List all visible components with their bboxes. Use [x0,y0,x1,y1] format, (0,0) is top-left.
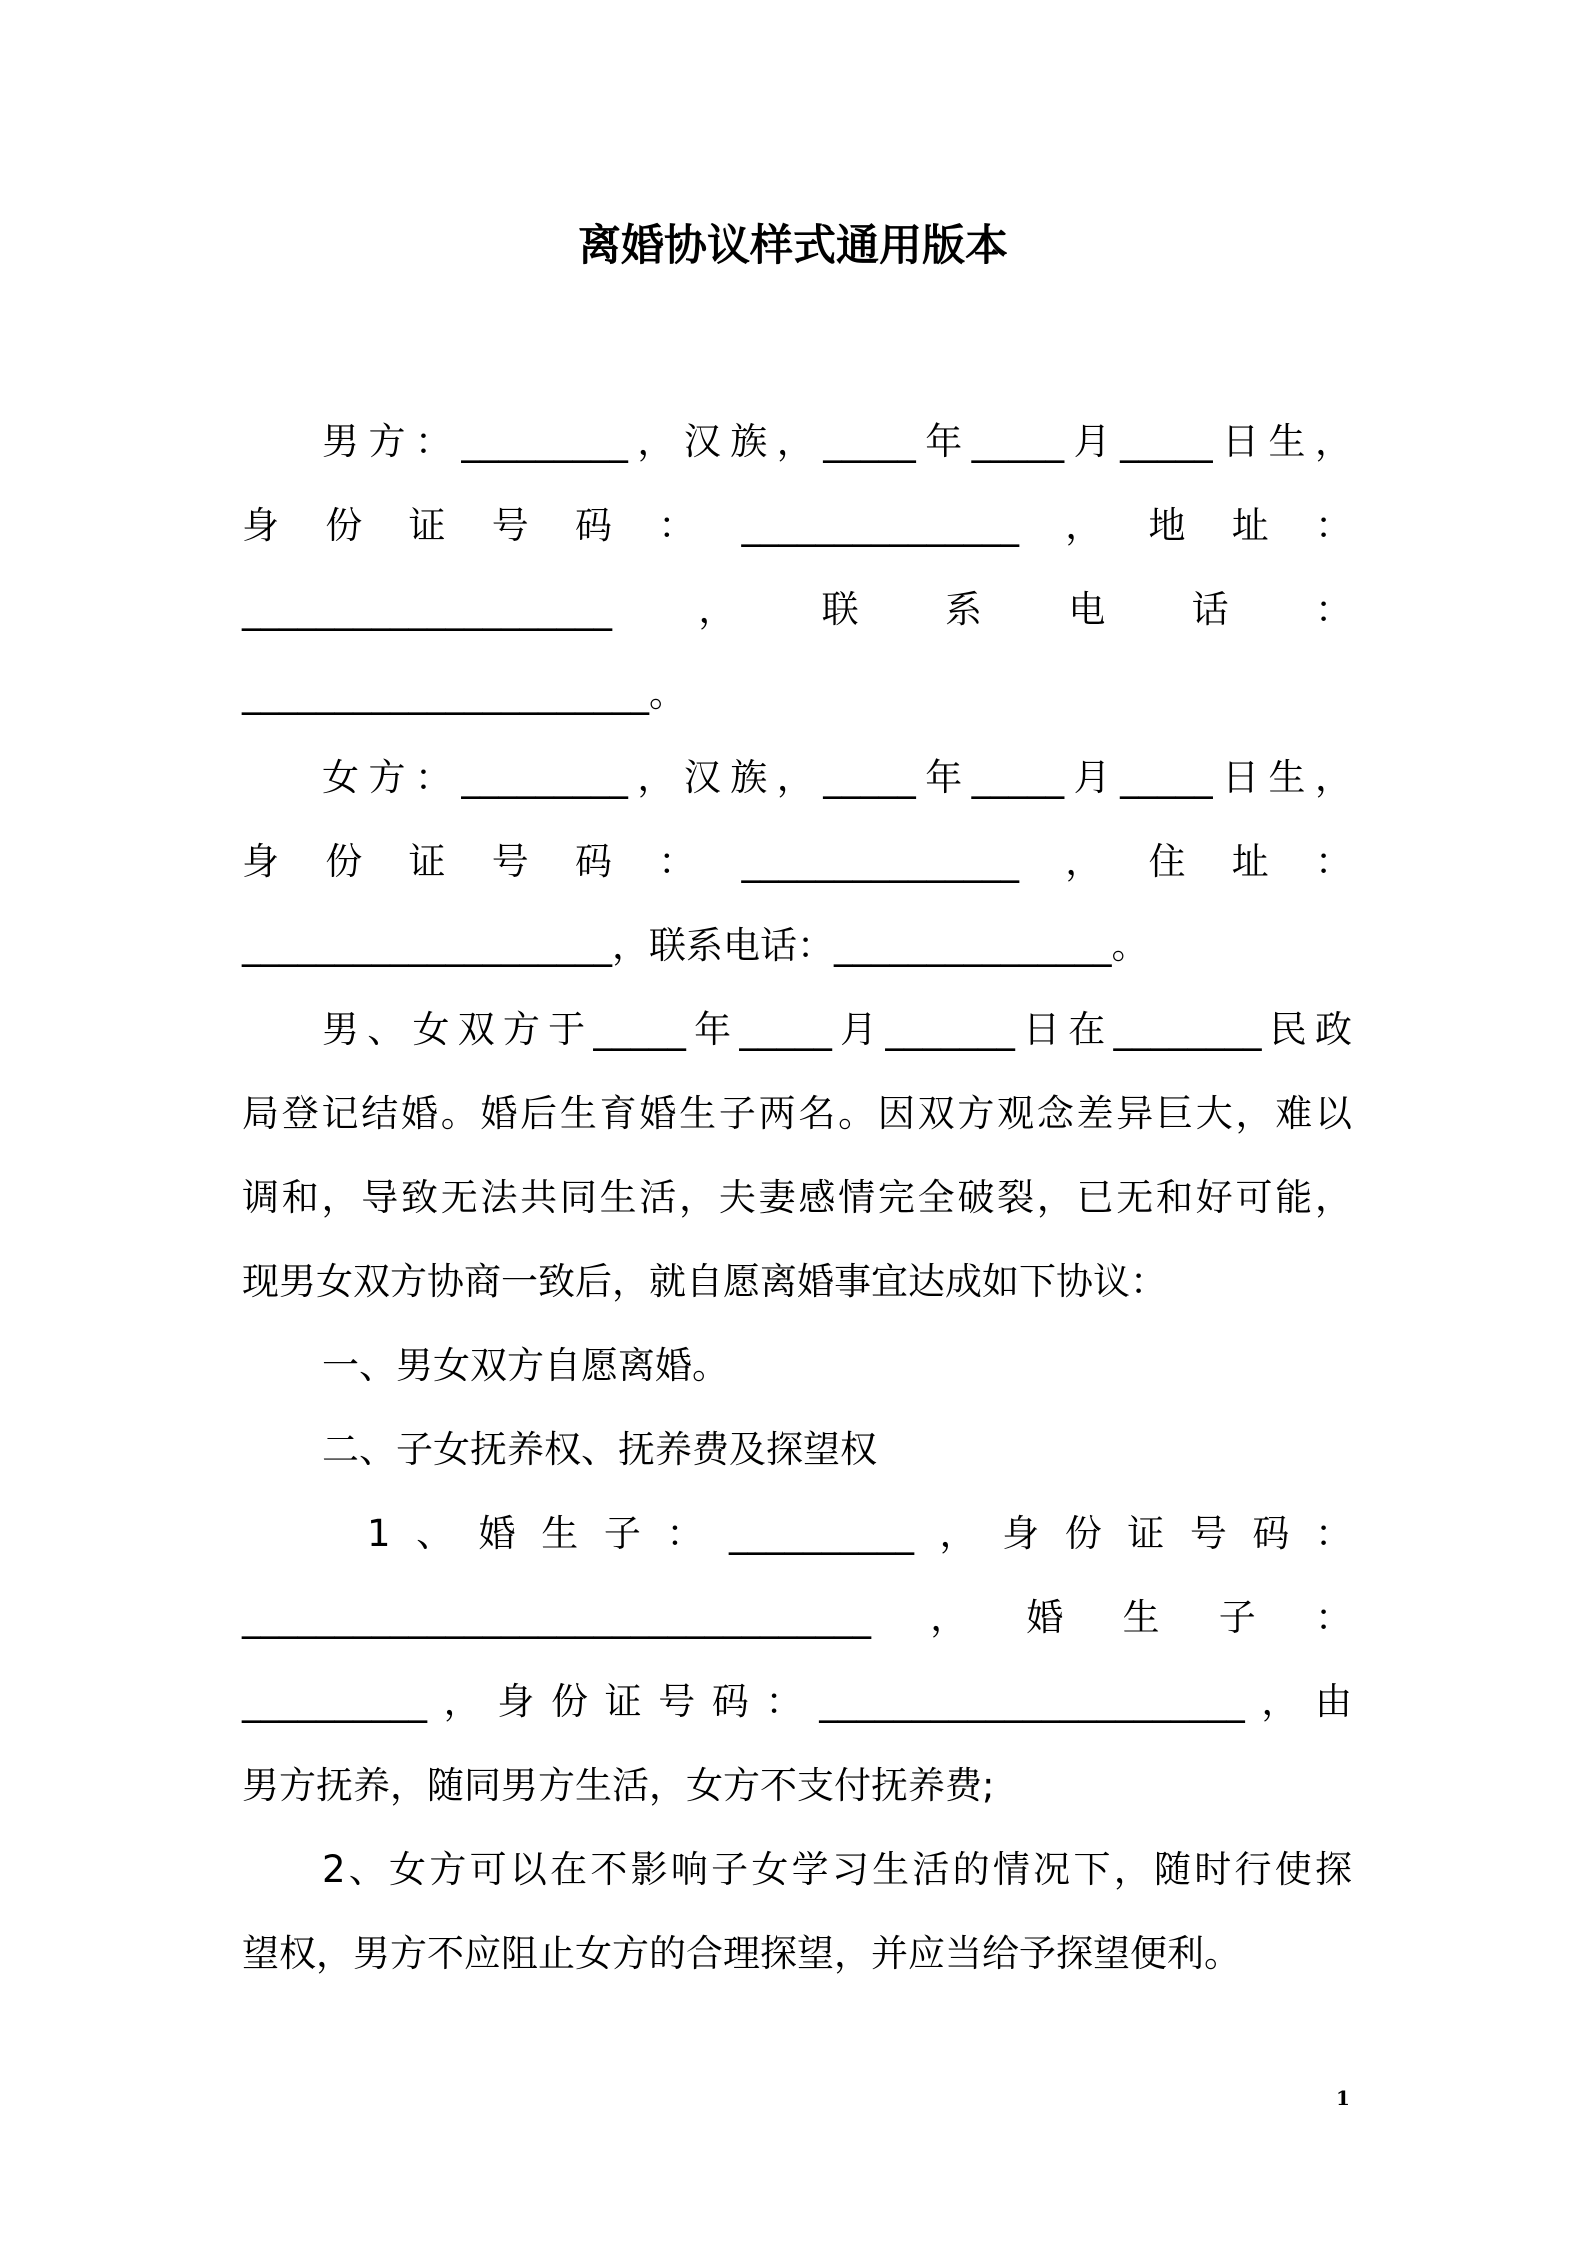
clause-two-item-1c: __________，身份证号码：_______________________，由 [242,1680,1352,1723]
clause-two-item-1b: __________________________________，婚生子： [242,1596,1352,1639]
page-number: 1 [1336,2086,1350,2110]
text-line-marriage-reason-3: 现男女双方协商一致后，就自愿离婚事宜达成如下协议： [242,1260,1167,1303]
text-line-marriage-reason-1: 局登记结婚。婚后生育婚生子两名。因双方观念差异巨大，难以 [242,1092,1352,1135]
document-title: 离婚协议样式通用版本 [578,221,1008,271]
text-line-female-info: 女方：_________，汉族，_____年_____月_____日生， [322,756,1352,799]
text-line-female-id: 身份证号码：_______________，住址： [242,840,1352,883]
text-line-marriage-date: 男、女双方于_____年_____月_______日在________民政 [322,1008,1352,1051]
text-line-male-phone-blank: ______________________。 [242,672,686,715]
text-line-male-phone: ____________________，联系电话： [242,588,1352,631]
clause-two-item-2b: 望权，男方不应阻止女方的合理探望，并应当给予探望便利。 [242,1932,1241,1975]
clause-two-heading: 二、子女抚养权、抚养费及探望权 [322,1428,877,1471]
clause-two-item-2a: 2、女方可以在不影响子女学习生活的情况下，随时行使探 [322,1848,1352,1891]
clause-two-item-1d: 男方抚养，随同男方生活，女方不支付抚养费; [242,1764,995,1807]
text-line-male-info: 男方：_________，汉族，_____年_____月_____日生， [322,420,1352,463]
clause-two-item-1a: 1、婚生子：__________，身份证号码： [367,1512,1352,1555]
text-line-female-phone: ____________________，联系电话：_______________。 [242,924,1149,967]
document-body [242,400,1352,1996]
text-line-male-id: 身份证号码：_______________，地址： [242,504,1352,547]
clause-one: 一、男女双方自愿离婚。 [322,1344,729,1387]
text-line-marriage-reason-2: 调和，导致无法共同生活，夫妻感情完全破裂，已无和好可能， [242,1176,1352,1219]
